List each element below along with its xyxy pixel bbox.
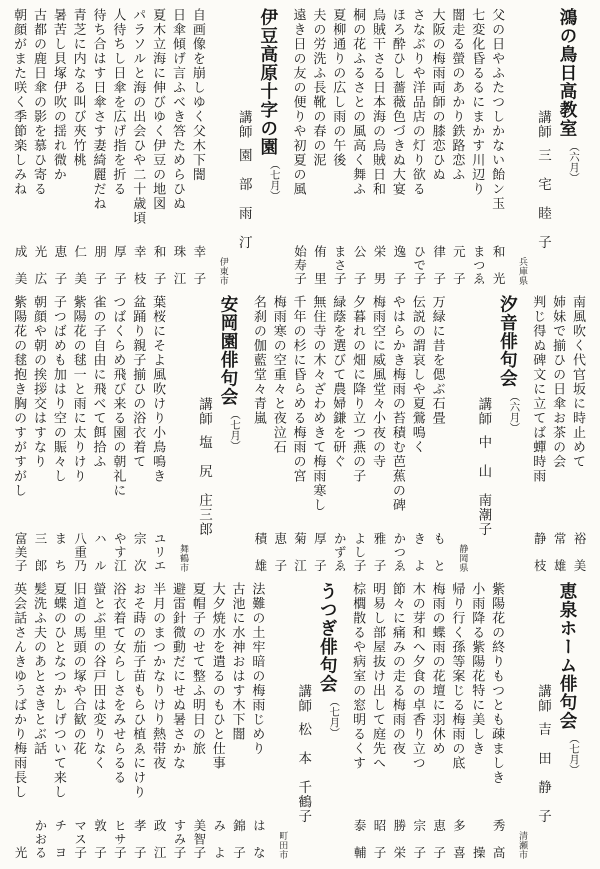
haiku-author: 敦 子 bbox=[92, 818, 107, 859]
haiku-author: ユリエ bbox=[152, 531, 167, 572]
haiku-author: かずゑ bbox=[332, 531, 347, 572]
haiku-column bbox=[468, 8, 487, 285]
haiku-author: 昭 子 bbox=[371, 818, 386, 859]
haiku-author: 恵 子 bbox=[272, 531, 287, 572]
haiku-column bbox=[70, 582, 89, 859]
haiku-column bbox=[30, 8, 49, 285]
haiku-column bbox=[129, 8, 148, 285]
section-location-line bbox=[218, 8, 231, 285]
haiku-column bbox=[149, 8, 168, 285]
haiku-column bbox=[109, 8, 128, 285]
haiku-author: 元 子 bbox=[451, 244, 466, 285]
section-location: 静岡県 bbox=[458, 543, 469, 572]
haiku-author: 律 子 bbox=[431, 244, 446, 285]
haiku-text: 夕暮れの畑に降り立つ燕の子 bbox=[351, 295, 367, 484]
haiku-author: 美智子 bbox=[191, 818, 206, 859]
haiku-author: 八重乃 bbox=[72, 531, 87, 572]
haiku-text: 棕櫚散るや病室の窓明るくす bbox=[351, 582, 367, 771]
haiku-text: 夏木立海に伸びゆく伊豆の地図 bbox=[151, 8, 167, 211]
haiku-author: 泰 輔 bbox=[352, 818, 367, 859]
haiku-author: よし子 bbox=[352, 531, 367, 572]
haiku-text: 烏賊干さる日本海の烏賊日和 bbox=[370, 8, 386, 197]
haiku-text: 紫陽花の毬抱き胸のすがすがし bbox=[12, 295, 28, 498]
haiku-author: 操 bbox=[471, 845, 486, 859]
haiku-text: 紫陽花の毬一と雨に太りけり bbox=[71, 295, 87, 484]
haiku-text: 浴衣着て女らしさをみせらるる bbox=[111, 582, 127, 785]
haiku-text: 緑蔭を選びて農婦鎌を研ぐ bbox=[331, 295, 347, 469]
haiku-text: 半月のまつかなりけり熱帯夜 bbox=[151, 582, 167, 771]
haiku-author: 和 子 bbox=[152, 244, 167, 285]
haiku-column bbox=[169, 582, 188, 859]
haiku-text: 紫陽花の終りもつとも疎ましき bbox=[490, 582, 506, 785]
haiku-text: つばくらめ飛び来る園の朝礼に bbox=[111, 295, 127, 498]
haiku-text: 桐の花ふるさとの風高く舞ふ bbox=[351, 8, 367, 197]
haiku-text: 螢とぶ里の谷戸田は変りなく bbox=[91, 582, 107, 771]
haiku-text: 帰り行く孫等案じる梅雨の底 bbox=[450, 582, 466, 771]
lecturer-name: 吉 田 静 子 bbox=[536, 722, 551, 824]
haiku-author: すみ子 bbox=[171, 818, 186, 859]
haiku-column bbox=[169, 8, 188, 285]
haiku-author: 逸 子 bbox=[391, 244, 406, 285]
haiku-column bbox=[90, 295, 109, 572]
haiku-text: 判じ得ぬ碑文に立てば蟬時雨 bbox=[531, 295, 547, 484]
haiku-author: 孝 子 bbox=[132, 818, 147, 859]
lecturer-name: 園 部 雨 汀 bbox=[236, 148, 252, 250]
haiku-column bbox=[189, 8, 208, 285]
haiku-column bbox=[290, 295, 309, 572]
section-month: （七月） bbox=[228, 409, 240, 451]
section-location-line bbox=[517, 8, 530, 285]
section-lecturer-line bbox=[234, 8, 254, 285]
haiku-text: やはらかき梅雨の苔積む芭蕉の碑 bbox=[390, 295, 406, 513]
haiku-author: 光 広 bbox=[32, 244, 47, 285]
haiku-text: 夏帽子のせて整ふ明日の旅 bbox=[190, 582, 206, 756]
haiku-column bbox=[529, 295, 548, 572]
haiku-column bbox=[30, 582, 49, 859]
haiku-column bbox=[248, 582, 267, 859]
haiku-author: 恵 子 bbox=[52, 244, 67, 285]
lecturer-name: 松 本 千鶴子 bbox=[296, 722, 312, 824]
section-head bbox=[218, 8, 282, 285]
haiku-column bbox=[488, 8, 507, 285]
haiku-author: 裕 美 bbox=[572, 531, 586, 572]
haiku-author: 秀 高 bbox=[491, 818, 506, 859]
haiku-author: ハ ル bbox=[92, 531, 107, 572]
section-title-line bbox=[217, 295, 242, 572]
haiku-text: 英会話さんきゆうばかり梅雨長し bbox=[12, 582, 28, 800]
haiku-text: 千年の杉に昏らめる梅雨の宮 bbox=[291, 295, 307, 484]
haiku-column bbox=[30, 295, 49, 572]
section-month: （六月） bbox=[568, 140, 579, 183]
haiku-text: 日傘傾げ言ふべき答ためらひぬ bbox=[170, 8, 186, 211]
haiku-column bbox=[109, 295, 128, 572]
section-month: （六月） bbox=[508, 390, 520, 433]
haiku-column bbox=[468, 582, 487, 859]
haiku-column bbox=[109, 582, 128, 859]
haiku-column bbox=[10, 8, 29, 285]
haiku-column bbox=[409, 8, 428, 285]
section-location: 舞鶴市 bbox=[178, 543, 189, 572]
haiku-author: 公 子 bbox=[352, 244, 367, 285]
haiku-column bbox=[429, 295, 448, 572]
haiku-author: 珠 江 bbox=[171, 244, 186, 285]
haiku-text: 南風吹く代官坂に時止めて bbox=[571, 295, 586, 469]
lecturer-label: 講師 bbox=[296, 684, 312, 713]
haiku-author: 宗 子 bbox=[411, 818, 426, 859]
haiku-text: おそ蒔の茄子苗もらひ植ゑにけり bbox=[131, 582, 147, 800]
haiku-author: まつゑ bbox=[471, 244, 486, 285]
haiku-author: 雅 子 bbox=[371, 531, 386, 572]
section-lecturer-line bbox=[194, 295, 214, 572]
haiku-column bbox=[309, 8, 328, 285]
haiku-author: 宗 次 bbox=[132, 531, 147, 572]
haiku-author: 積 雄 bbox=[252, 531, 267, 572]
haiku-author: は な bbox=[251, 818, 266, 859]
haiku-text: 節々に痛みの走る梅雨の夜 bbox=[390, 582, 406, 756]
lecturer-label: 講師 bbox=[196, 397, 212, 426]
haiku-column bbox=[349, 295, 368, 572]
section-title-line bbox=[556, 582, 581, 859]
haiku-band bbox=[10, 582, 588, 859]
haiku-column bbox=[409, 582, 428, 859]
haiku-column bbox=[90, 8, 109, 285]
haiku-text: 青芝に内なる叫び夾竹桃 bbox=[71, 8, 87, 168]
haiku-column bbox=[209, 582, 228, 859]
section-location-line bbox=[178, 295, 191, 572]
haiku-column bbox=[329, 295, 348, 572]
haiku-column bbox=[50, 295, 69, 572]
lecturer-name: 中 山 南潮子 bbox=[476, 435, 492, 537]
section-head bbox=[517, 582, 581, 859]
haiku-author: 三 郎 bbox=[32, 531, 47, 572]
haiku-column bbox=[50, 582, 69, 859]
haiku-text: 大阪の梅雨両師の膝恋ひぬ bbox=[430, 8, 446, 182]
section-title: 恵泉ホーム俳句会 bbox=[558, 582, 578, 730]
section-title-line bbox=[556, 8, 581, 285]
section-title: 鴻の鳥日高教室 bbox=[558, 8, 578, 138]
haiku-author: まさ子 bbox=[332, 244, 347, 285]
haiku-column bbox=[309, 295, 328, 572]
haiku-author: かおる bbox=[32, 818, 47, 859]
haiku-text: 暑苦し貝塚伊吹の揺れ微か bbox=[51, 8, 67, 182]
section-location-line bbox=[277, 582, 290, 859]
haiku-text: 無住寺の木々ざわめきて梅雨寒し bbox=[311, 295, 327, 513]
haiku-author: 勝 栄 bbox=[391, 818, 406, 859]
haiku-text: 避雷針微動だにせぬ暑さかな bbox=[170, 582, 186, 771]
haiku-text: 待ち合はす日傘さす妻綺麗だね bbox=[91, 8, 107, 211]
section-title-line bbox=[316, 582, 341, 859]
haiku-column bbox=[290, 8, 309, 285]
haiku-author: 政 江 bbox=[152, 818, 167, 859]
haiku-column bbox=[149, 582, 168, 859]
haiku-column bbox=[369, 8, 388, 285]
haiku-text: さなぶりや洋品店の灯り欲る bbox=[410, 8, 426, 197]
section-location: 伊東市 bbox=[218, 256, 229, 285]
section-title: 安岡園俳句会 bbox=[218, 295, 239, 406]
haiku-text: 人待ちし日傘を広げ指を折る bbox=[111, 8, 127, 197]
haiku-band bbox=[10, 8, 588, 285]
section-title: 汐音俳句会 bbox=[498, 295, 519, 388]
haiku-author: 幸 子 bbox=[191, 244, 206, 285]
haiku-text: 遠き日の友の便りや初夏の風 bbox=[291, 8, 307, 197]
haiku-column bbox=[10, 295, 29, 572]
haiku-author: 朋 子 bbox=[92, 244, 107, 285]
haiku-column bbox=[349, 8, 368, 285]
haiku-text: 夫の労洗ふ長靴の春の泥 bbox=[311, 8, 327, 168]
haiku-text: 梅雨寒の空重々と夜泣石 bbox=[271, 295, 287, 455]
haiku-author: マス子 bbox=[72, 818, 87, 859]
section-location: 兵庫県 bbox=[518, 256, 528, 285]
haiku-column bbox=[429, 8, 448, 285]
haiku-column bbox=[10, 582, 29, 859]
haiku-author: ヒサ子 bbox=[112, 818, 127, 859]
haiku-text: 盆踊り親子揃ひの浴衣着て bbox=[131, 295, 147, 469]
haiku-author: 菊 江 bbox=[292, 531, 307, 572]
haiku-text: 梅雨の蝶雨の花壇に羽休め bbox=[430, 582, 446, 756]
haiku-column bbox=[189, 582, 208, 859]
haiku-text: 髪洗ふ夫のあとさきとぶ話 bbox=[31, 582, 47, 756]
section-location: 町田市 bbox=[278, 830, 289, 859]
haiku-text: 名刹の伽藍堂々青嵐 bbox=[251, 295, 267, 426]
section-lecturer-line bbox=[533, 582, 553, 859]
haiku-column bbox=[448, 8, 467, 285]
haiku-author: 幸 枝 bbox=[132, 244, 147, 285]
section-title: うつぎ俳句会 bbox=[318, 582, 339, 693]
haiku-column bbox=[429, 582, 448, 859]
haiku-author: 和 光 bbox=[491, 244, 506, 285]
haiku-column bbox=[149, 295, 168, 572]
haiku-column bbox=[389, 295, 408, 572]
lecturer-label: 講師 bbox=[236, 110, 252, 139]
haiku-text: 子つばめも加はり空の賑々し bbox=[51, 295, 67, 484]
section-month: （七月） bbox=[268, 159, 280, 201]
haiku-author: かつゑ bbox=[391, 531, 406, 572]
section-head bbox=[178, 295, 242, 572]
section-location-line bbox=[517, 582, 530, 859]
section-lecturer-line bbox=[473, 295, 493, 572]
haiku-text: 葉桜にそよ風吹けり小鳥鳴き bbox=[151, 295, 167, 484]
haiku-text: 姉妹で揃ひの日傘お茶の会 bbox=[551, 295, 567, 469]
haiku-text: 旧道の馬頭の塚や合歓の花 bbox=[71, 582, 87, 756]
haiku-author: き よ bbox=[411, 531, 426, 572]
haiku-column bbox=[549, 295, 568, 572]
section-title-line bbox=[496, 295, 521, 572]
section-month: （七月） bbox=[328, 696, 340, 738]
section-head bbox=[457, 295, 521, 572]
haiku-text: 古都の鹿日傘の影を慕ひ寄る bbox=[31, 8, 47, 197]
haiku-column bbox=[389, 8, 408, 285]
haiku-author: も と bbox=[431, 531, 446, 572]
haiku-column bbox=[369, 582, 388, 859]
haiku-author: 光 bbox=[13, 845, 28, 859]
lecturer-name: 塩 尻 庄三郎 bbox=[196, 435, 212, 537]
haiku-author: み よ bbox=[211, 818, 226, 859]
section-lecturer-line bbox=[293, 582, 313, 859]
section-lecturer-line bbox=[533, 8, 553, 285]
haiku-author: 栄 男 bbox=[371, 244, 386, 285]
haiku-column bbox=[70, 295, 89, 572]
lecturer-label: 講師 bbox=[476, 397, 492, 426]
section-head bbox=[277, 582, 341, 859]
lecturer-label: 講師 bbox=[536, 684, 551, 713]
haiku-text: パラソルと海の出会ひや二十歳頃 bbox=[131, 8, 147, 226]
section-title-line bbox=[257, 8, 282, 285]
haiku-author: やす江 bbox=[112, 531, 127, 572]
haiku-text: 闇走る螢のあかり鉄路恋ふ bbox=[450, 8, 466, 182]
haiku-column bbox=[369, 295, 388, 572]
haiku-text: 小雨降る紫陽花特に美しき bbox=[470, 582, 486, 756]
haiku-text: ほろ酔ひし薔薇色づきぬ大宴 bbox=[390, 8, 406, 197]
haiku-band bbox=[10, 295, 588, 572]
haiku-text: 七変化昏るるにまかす川辺り bbox=[470, 8, 486, 197]
haiku-text: 万緑に昔を偲ぶ石畳 bbox=[430, 295, 446, 426]
haiku-text: 父の日やふたつしかない飴ン玉 bbox=[490, 8, 506, 211]
haiku-author: 侑 里 bbox=[312, 244, 327, 285]
haiku-text: 朝顔や朝の挨拶交はすなり bbox=[31, 295, 47, 469]
section-location: 清瀬市 bbox=[518, 830, 528, 859]
haiku-author: 錦 子 bbox=[231, 818, 246, 859]
haiku-text: 伝説の謂哀しや夏鶯鳴く bbox=[410, 295, 426, 455]
haiku-author: ま ち bbox=[52, 531, 67, 572]
section-location-line bbox=[457, 295, 470, 572]
haiku-text: 法難の土牢暗の梅雨じめり bbox=[250, 582, 266, 756]
haiku-column bbox=[229, 582, 248, 859]
section-month: （七月） bbox=[568, 733, 579, 775]
haiku-column bbox=[129, 295, 148, 572]
haiku-column bbox=[250, 295, 269, 572]
haiku-column bbox=[70, 8, 89, 285]
haiku-column bbox=[488, 582, 507, 859]
haiku-author: 仁 美 bbox=[72, 244, 87, 285]
haiku-column bbox=[270, 295, 289, 572]
haiku-text: 夏蝶のひとなつかしげついて来し bbox=[51, 582, 67, 800]
haiku-column bbox=[448, 582, 467, 859]
haiku-column bbox=[50, 8, 69, 285]
haiku-author: ひで子 bbox=[411, 244, 426, 285]
section-head bbox=[517, 8, 581, 285]
haiku-author: 恵 子 bbox=[431, 818, 446, 859]
lecturer-name: 三 宅 睦 子 bbox=[536, 148, 551, 250]
haiku-column bbox=[349, 582, 368, 859]
haiku-text: 明易し部屋抜け出して庭先へ bbox=[370, 582, 386, 771]
haiku-text: 木の芽和へ夕食の卓香り立つ bbox=[410, 582, 426, 771]
haiku-column bbox=[90, 582, 109, 859]
haiku-author: 厚 子 bbox=[112, 244, 127, 285]
section-title: 伊豆高原十字の園 bbox=[258, 8, 279, 156]
haiku-text: 古池に水神おはす木下闇 bbox=[230, 582, 246, 742]
haiku-column bbox=[409, 295, 428, 572]
lecturer-label: 講師 bbox=[536, 110, 551, 139]
haiku-author: 静 枝 bbox=[532, 531, 547, 572]
haiku-column bbox=[329, 8, 348, 285]
haiku-text: 朝顔がまた咲く季節楽しみね bbox=[12, 8, 28, 197]
haiku-author: 常 雄 bbox=[552, 531, 567, 572]
haiku-column bbox=[129, 582, 148, 859]
haiku-author: 成 美 bbox=[13, 244, 28, 285]
haiku-author: 始寿子 bbox=[292, 244, 307, 285]
haiku-text: 梅雨空に威風堂々小夜の寺 bbox=[370, 295, 386, 469]
haiku-author: 多 喜 bbox=[451, 818, 466, 859]
haiku-text: 雀の子自由に飛べて餌拾ふ bbox=[91, 295, 107, 469]
haiku-column bbox=[389, 582, 408, 859]
haiku-column bbox=[569, 295, 588, 572]
haiku-text: 夏柳通りの広し雨の午後 bbox=[331, 8, 347, 168]
haiku-author: 厚 子 bbox=[312, 531, 327, 572]
haiku-text: 大夕焼水を遣るのもひと仕事 bbox=[210, 582, 226, 771]
haiku-author: 富美子 bbox=[13, 531, 28, 572]
haiku-text: 自画像を崩しゆく父木下闇 bbox=[190, 8, 206, 182]
haiku-author: チ ヨ bbox=[52, 818, 67, 859]
